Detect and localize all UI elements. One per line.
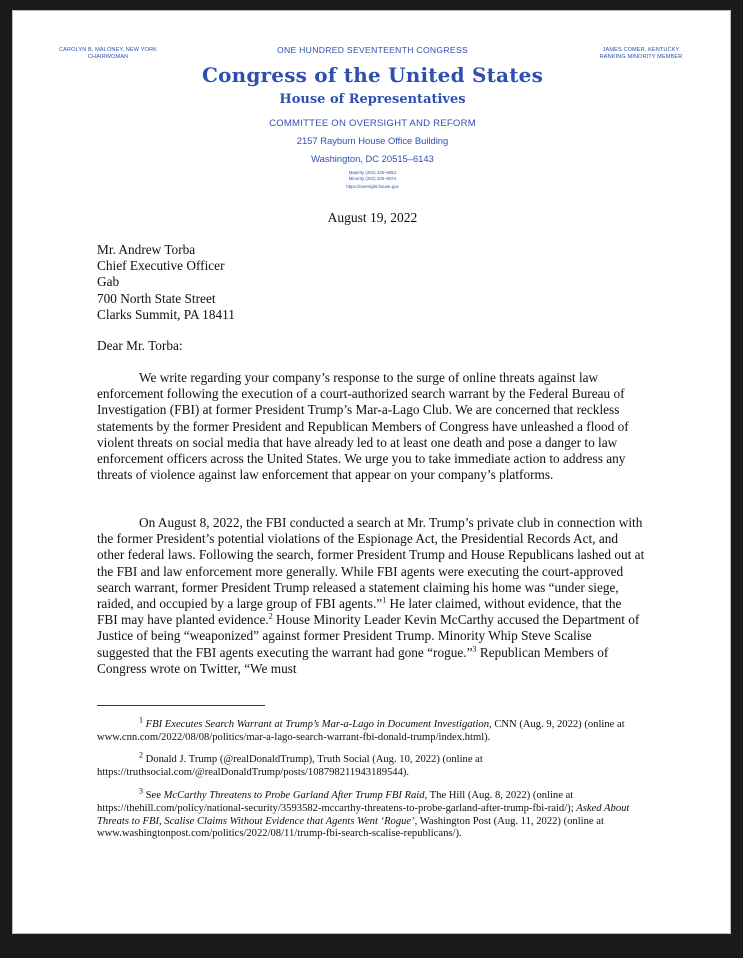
footnote-3-text: , Washington Post (Aug. 11, 2022) (online at www.washingtonpost.com/politics/2022/08/11/trump-fbi-search-scalise-republicans/).: [97, 815, 604, 840]
ranking-title: RANKING MINORITY MEMBER: [599, 54, 683, 60]
footnote-1-text: , CNN (Aug. 9, 2022) (online at www.cnn.com/2022/08/08/politics/mar-a-lago-search-warrant-fbi-donald-trump/index.html).: [97, 719, 625, 743]
footnote-ref-2[interactable]: 2: [268, 611, 273, 621]
footnote-2: [97, 750, 645, 780]
house-title: House of Representatives: [279, 92, 466, 107]
building-address: 2157 Rayburn House Office Building: [296, 135, 449, 146]
footnote-1: [97, 715, 645, 745]
footnote-divider: [97, 705, 265, 706]
website-link[interactable]: https://oversight.house.gov: [346, 184, 399, 189]
footnote-3-middle: , The Hill (Aug. 8, 2022) (online at https://thehill.com/policy/national-security/3593582-mccarthy-threatens-to-probe-garland-after-trump-fbi-raid/);: [97, 790, 577, 814]
recipient-title: Chief Executive Officer: [97, 258, 225, 274]
footnote-3: [97, 786, 645, 841]
footnote-3-see: See: [145, 790, 164, 801]
phone-numbers: [13, 170, 731, 181]
ranking-name: JAMES COMER, KENTUCKY: [602, 47, 680, 53]
paragraph-2-part-a: On August 8, 2022, the FBI conducted a search at Mr. Trump’s private club in connection with the former President’s potential violations of the Espionage Act, the Presidential Records Act, and other federal laws. Following the search, former President Trump and House Republicans lashed out at the FBI and law enforcement more generally. While FBI agents were executing the court-approved search warrant, former President Trump released a statement claiming his home was “under siege, raided, and occupied by a large group of FBI agents.”: [97, 515, 645, 612]
footnote-2-text: Donald J. Trump (@realDonaldTrump), Truth Social (Aug. 10, 2022) (online at https://truthsocial.com/@realDonaldTrump/posts/108798211943189544).: [97, 754, 483, 778]
recipient-address: [97, 242, 645, 323]
footnote-3-number: 3: [139, 786, 143, 796]
majority-phone: Majority (202) 225–5051: [348, 170, 397, 175]
footnote-2-number: 2: [139, 750, 143, 760]
paragraph-1: We write regarding your company’s response to the surge of online threats against law enforcement following the execution of a court-authorized search warrant by the Federal Bureau of Investigation (FBI) at former President Trump’s Mar-a-Lago Club. We are concerned that reckless statements by the former President and Republican Members of Congress have unleashed a flood of violent threats on social media that have already led to at least one death and pose a danger to law enforcement officers across the United States. We urge you to take immediate action to address any threats of violence against law enforcement that appear on your company’s platforms.: [97, 370, 629, 483]
paragraph-2-part-d: Republican Members of Congress wrote on Twitter, “We must: [97, 644, 609, 676]
committee-name: COMMITTEE ON OVERSIGHT AND REFORM: [269, 118, 476, 129]
letter-page: [12, 10, 731, 934]
recipient-company: Gab: [97, 274, 120, 290]
footnote-3-title-2: Asked About Threats to FBI, Scalise Claims Without Evidence that Agents Went ‘Rogue’: [97, 802, 630, 827]
paragraph-2-part-c: House Minority Leader Kevin McCarthy accused the Department of Justice of being “weaponized” against former President Trump. Minority Whip Steve Scalise suggested that the FBI agents executing the warrant had gone “rogue.”: [97, 612, 640, 660]
footnote-ref-3[interactable]: 3: [472, 644, 477, 654]
footnote-1-number: 1: [139, 715, 143, 725]
footnote-ref-1[interactable]: 1: [382, 595, 387, 605]
recipient-street: 700 North State Street: [97, 290, 216, 306]
congress-number: ONE HUNDRED SEVENTEENTH CONGRESS: [276, 45, 469, 55]
paragraph-2: [97, 515, 645, 677]
chair-name: CAROLYN B. MALONEY, NEW YORK: [59, 47, 157, 53]
letter-date: August 19, 2022: [327, 210, 418, 225]
footnote-3-title-1: McCarthy Threatens to Probe Garland After Trump FBI Raid: [163, 790, 425, 801]
chair-title: CHAIRWOMAN: [87, 54, 129, 60]
city-state: Washington, DC 20515–6143: [311, 153, 434, 164]
salutation: Dear Mr. Torba:: [97, 338, 183, 353]
recipient-city: Clarks Summit, PA 18411: [97, 306, 235, 322]
congress-title: Congress of the United States: [201, 63, 544, 87]
footnote-1-title: FBI Executes Search Warrant at Trump’s Mar-a-Lago in Document Investigation: [145, 719, 490, 730]
paragraph-2-part-b: He later claimed, without evidence, that the FBI may have planted evidence.: [97, 596, 622, 628]
recipient-name: Mr. Andrew Torba: [97, 242, 196, 257]
minority-phone: Minority (202) 225–5074: [348, 175, 397, 181]
